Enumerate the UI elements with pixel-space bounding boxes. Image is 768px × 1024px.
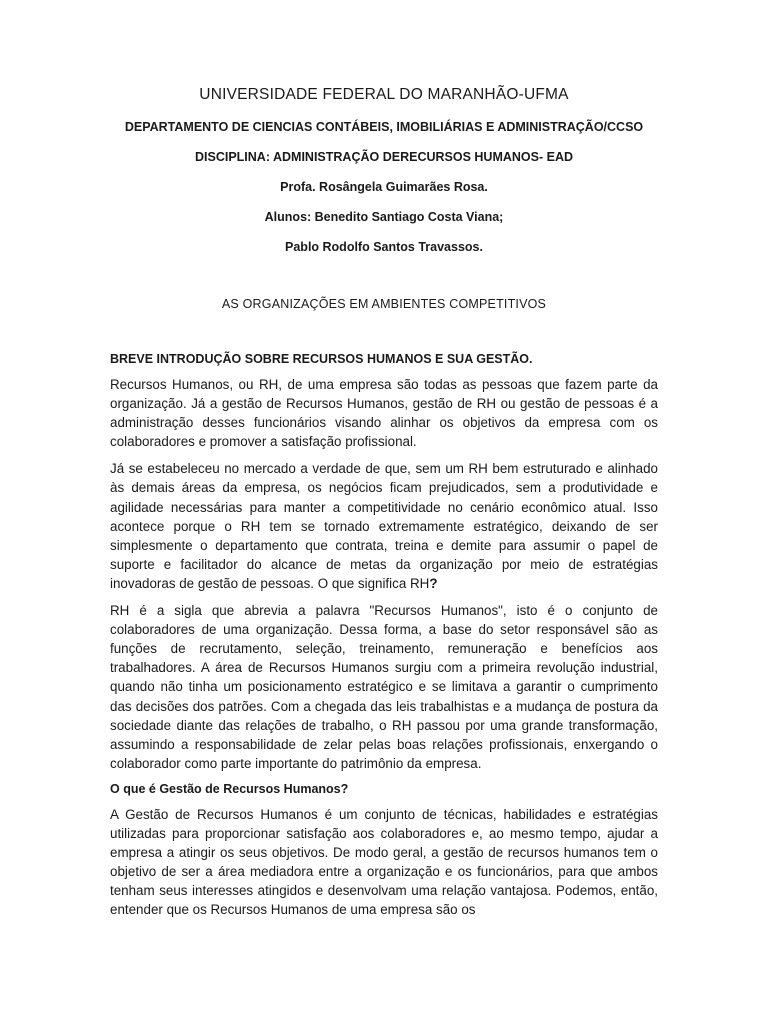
students-line-1: Alunos: Benedito Santiago Costa Viana; <box>264 210 504 224</box>
university-name: UNIVERSIDADE FEDERAL DO MARANHÃO-UFMA <box>199 86 569 103</box>
paragraph-3: RH é a sigla que abrevia a palavra "Recursos Humanos", isto é o conjunto de colaboradores de uma organização. Dessa forma, a base do setor responsável são as funções de recrutamento, seleção, treinamento, remuneração e benefícios aos trabalhadores. A área de Recursos Humanos surgiu com a primeira revolução industrial, quando não tinha um posicionamento estratégico e se limitava a garantir o cumprimento das decisões dos patrões. Com a chegada das leis trabalhistas e a mudança de postura da sociedade diante das relações de trabalho, o RH passou por uma grande transformação, assumindo a responsabilidade de zelar pelas boas relações profissionais, enxergando o colaborador como parte importante do patrimônio da empresa. <box>110 603 658 771</box>
students-line-2: Pablo Rodolfo Santos Travassos. <box>285 240 483 254</box>
department-name: DEPARTAMENTO DE CIENCIAS CONTÁBEIS, IMOBILIÁRIAS E ADMINISTRAÇÃO/CCSO <box>124 120 644 134</box>
section-heading-intro: BREVE INTRODUÇÃO SOBRE RECURSOS HUMANOS E SUA GESTÃO. <box>110 352 533 366</box>
document-header <box>110 86 658 255</box>
paragraph-1: Recursos Humanos, ou RH, de uma empresa são todas as pessoas que fazem parte da organização. Já a gestão de Recursos Humanos, gestão de RH ou gestão de pessoas é a administração desses funcionários visando alinhar os objetivos da empresa com os colaboradores e promover a satisfação profissional. <box>110 377 658 450</box>
paragraph-4: A Gestão de Recursos Humanos é um conjunto de técnicas, habilidades e estratégias utilizadas para proporcionar satisfação aos colaboradores e, ao mesmo tempo, ajudar a empresa a atingir os seus objetivos. De modo geral, a gestão de recursos humanos tem o objetivo de ser a área mediadora entre a organização e os funcionários, para que ambos tenham seus interesses atingidos e desenvolvam uma relação vantajosa. Podemos, então, entender que os Recursos Humanos de uma empresa são os <box>110 806 658 918</box>
discipline-name: DISCIPLINA: ADMINISTRAÇÃO DERECURSOS HUMANOS- EAD <box>194 150 573 164</box>
professor-name: Profa. Rosângela Guimarães Rosa. <box>280 180 488 194</box>
paragraph-2 <box>110 459 658 593</box>
section-heading-gestao: O que é Gestão de Recursos Humanos? <box>110 781 349 796</box>
paragraph-2-text: Já se estabeleceu no mercado a verdade de que, sem um RH bem estruturado e alinhado às demais áreas da empresa, os negócios ficam prejudicados, sem a produtividade e agilidade necessárias para manter a competitividade no cenário econômico atual. Isso acontece porque o RH tem se tornado extremamente estratégico, deixando de ser simplesmente o departamento que contrata, treina e demite para assumir o papel de suporte e facilitador do alcance de metas da organização por meio de estratégias inovadoras de gestão de pessoas. O que significa RH <box>110 461 658 591</box>
document-title: AS ORGANIZAÇÕES EM AMBIENTES COMPETITIVOS <box>221 297 547 311</box>
paragraph-2-question-mark: ? <box>429 575 438 591</box>
